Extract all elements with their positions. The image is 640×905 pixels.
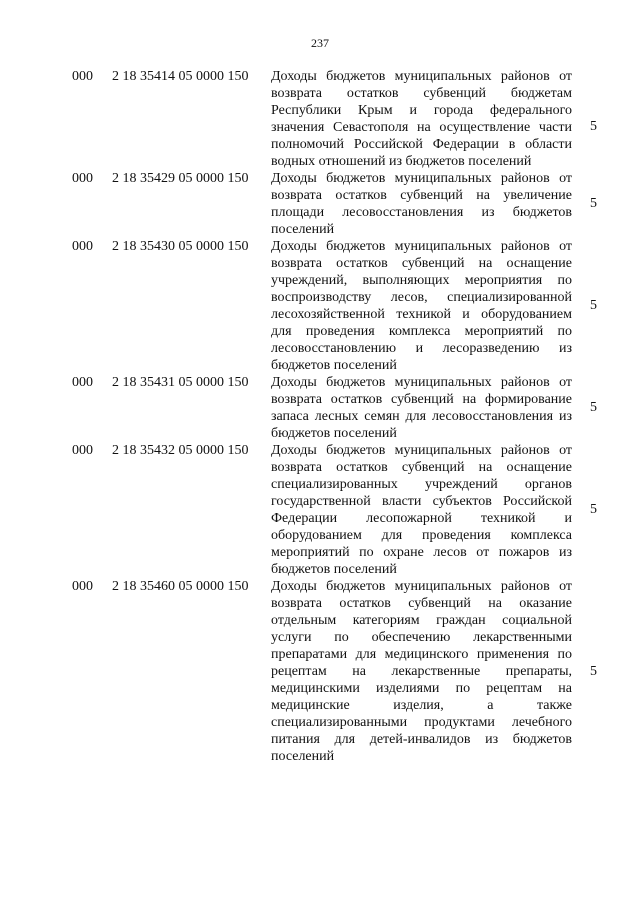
admin-code: 000 (72, 239, 93, 254)
table-row (0, 578, 640, 765)
distribution-norm: 5 (590, 119, 597, 134)
distribution-norm: 5 (590, 664, 597, 679)
revenue-description: Доходы бюджетов муниципальных районов от возврата остатков субвенций бюджетам Республики Крым и города федерального значения Севастополя на осуществление части полномочий Российской Федерации в области водных отношений из бюджетов поселений (271, 69, 572, 169)
admin-code: 000 (72, 171, 93, 186)
revenue-description: Доходы бюджетов муниципальных районов от возврата остатков субвенций на оснащение специализированных учреждений органов государственной власти субъектов Российской Федерации лесопожарной техникой и оборудованием для проведения комплекса мероприятий по охране лесов от пожаров из бюджетов поселений (271, 443, 572, 577)
table-row (0, 170, 640, 238)
distribution-norm: 5 (590, 196, 597, 211)
budget-classification-code: 2 18 35432 05 0000 150 (112, 443, 249, 458)
distribution-norm: 5 (590, 298, 597, 313)
distribution-norm: 5 (590, 502, 597, 517)
revenue-code-table (0, 68, 640, 765)
table-row (0, 374, 640, 442)
admin-code: 000 (72, 443, 93, 458)
admin-code: 000 (72, 579, 93, 594)
revenue-description: Доходы бюджетов муниципальных районов от возврата остатков субвенций на оснащение учреждений, выполняющих мероприятия по воспроизводству лесов, специализированной лесохозяйственной техникой и оборудованием для проведения комплекса мероприятий по лесовосстановлению и лесоразведению из бюджетов поселений (271, 239, 572, 373)
distribution-norm: 5 (590, 400, 597, 415)
revenue-description: Доходы бюджетов муниципальных районов от возврата остатков субвенций на оказание отдельным категориям граждан социальной услуги по обеспечению лекарственными препаратами для медицинского применения по рецептам на лекарственные препараты, медицинскими изделиями по рецептам на медицинские изделия, а также специализированными продуктами лечебного питания для детей-инвалидов из бюджетов поселений (271, 579, 572, 764)
revenue-description: Доходы бюджетов муниципальных районов от возврата остатков субвенций на увеличение площади лесовосстановления из бюджетов поселений (271, 171, 572, 237)
budget-classification-code: 2 18 35430 05 0000 150 (112, 239, 249, 254)
revenue-description: Доходы бюджетов муниципальных районов от возврата остатков субвенций на формирование запаса лесных семян для лесовосстановления из бюджетов поселений (271, 375, 572, 441)
table-row (0, 68, 640, 170)
budget-classification-code: 2 18 35431 05 0000 150 (112, 375, 249, 390)
admin-code: 000 (72, 69, 93, 84)
budget-classification-code: 2 18 35460 05 0000 150 (112, 579, 249, 594)
budget-classification-code: 2 18 35429 05 0000 150 (112, 171, 249, 186)
table-row (0, 238, 640, 374)
budget-classification-code: 2 18 35414 05 0000 150 (112, 69, 249, 84)
table-row (0, 442, 640, 578)
admin-code: 000 (72, 375, 93, 390)
page-number: 237 (311, 36, 329, 50)
